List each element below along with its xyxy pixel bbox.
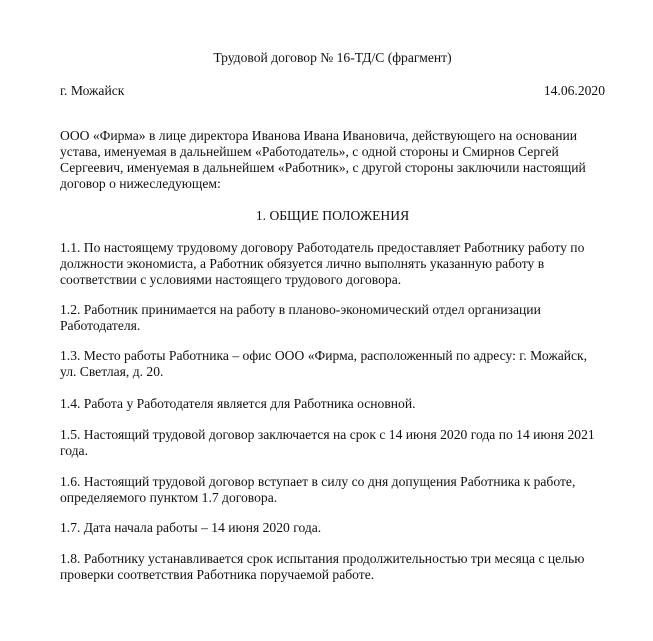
- clause-line: Работодателя.: [60, 318, 141, 333]
- clause-1-6: [60, 474, 605, 506]
- clause-line: 1.5. Настоящий трудовой договор заключается на срок с 14 июня 2020 года по 14 июня 2021: [60, 427, 595, 442]
- clause-line: 1.6. Настоящий трудовой договор вступает в силу со дня допущения Работника к работе,: [60, 474, 576, 489]
- clause-line: 1.1. По настоящему трудовому договору Работодатель предоставляет Работнику работу по: [60, 240, 585, 255]
- clause-line: проверки соответствия Работника поручаемой работе.: [60, 567, 375, 582]
- clause-line: 1.7. Дата начала работы – 14 июня 2020 года.: [60, 520, 322, 535]
- clause-1-4: [60, 396, 605, 412]
- preamble: [60, 128, 605, 192]
- clause-line: соответствии с условиями настоящего трудового договора.: [60, 272, 402, 287]
- city: г. Можайск: [60, 83, 125, 98]
- clause-line: определяемого пунктом 1.7 договора.: [60, 490, 278, 505]
- contract-document: [60, 0, 605, 641]
- clause-line: 1.2. Работник принимается на работу в планово-экономический отдел организации: [60, 302, 541, 317]
- clause-1-3: [60, 348, 605, 380]
- preamble-line: устава, именуемая в дальнейшем «Работодатель», с одной стороны и Смирнов Сергей: [60, 144, 559, 159]
- clause-1-2: [60, 302, 605, 334]
- clause-1-5: [60, 427, 605, 459]
- clause-1-8: [60, 551, 605, 583]
- place-date-row: [60, 83, 605, 99]
- preamble-line: ООО «Фирма» в лице директора Иванова Ивана Ивановича, действующего на основании: [60, 128, 578, 143]
- document-date: 14.06.2020: [543, 83, 605, 98]
- clause-line: 1.4. Работа у Работодателя является для Работника основной.: [60, 396, 416, 411]
- document-title: Трудовой договор № 16-ТД/С (фрагмент): [213, 50, 452, 65]
- clause-line: 1.3. Место работы Работника – офис ООО «Фирма, расположенный по адресу: г. Можайск,: [60, 348, 588, 363]
- clause-1-7: [60, 520, 605, 536]
- clause-line: 1.8. Работнику устанавливается срок испытания продолжительностью три месяца с целью: [60, 551, 585, 566]
- clause-line: года.: [60, 443, 88, 458]
- clause-line: ул. Светлая, д. 20.: [60, 364, 164, 379]
- clause-line: должности экономиста, а Работник обязуется лично выполнять указанную работу в: [60, 256, 545, 271]
- preamble-line: Сергеевич, именуемая в дальнейшем «Работник», с другой стороны заключили настоящий: [60, 160, 586, 175]
- preamble-line: договор о нижеследующем:: [60, 176, 221, 191]
- section-heading: 1. ОБЩИЕ ПОЛОЖЕНИЯ: [255, 208, 410, 223]
- clause-1-1: [60, 240, 605, 288]
